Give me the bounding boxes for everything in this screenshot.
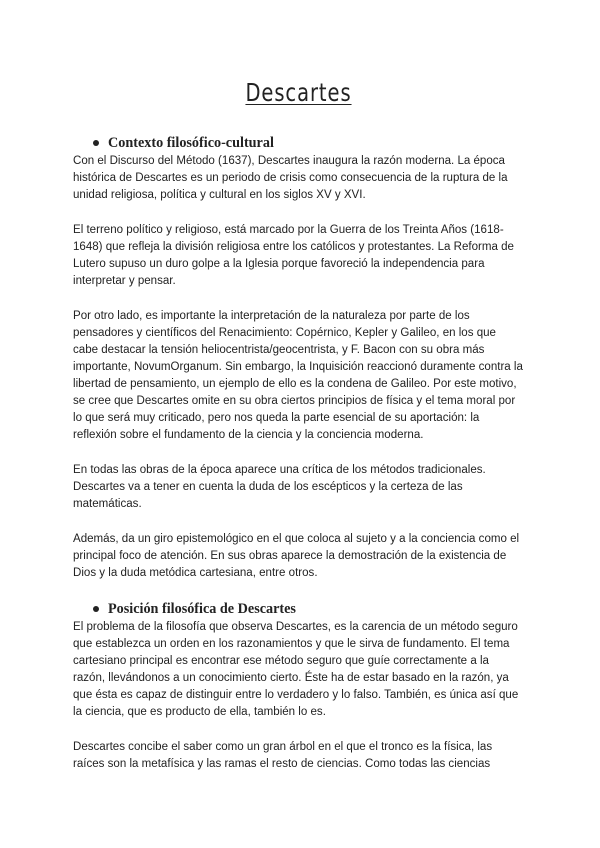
section-position	[73, 599, 524, 773]
section-heading-text: Contexto filosófico-cultural	[108, 135, 274, 151]
bullet-icon	[93, 606, 99, 612]
paragraph: Por otro lado, es importante la interpretación de la naturaleza por parte de los pensadores y científicos del Renacimiento: Copérnico, Kepler y Galileo, en los que cabe destacar la tensión heliocentrista/geocentrista, y F. Bacon con su obra más importante, NovumOrganum. Sin embargo, la Inquisición reaccionó duramente contra la libertad de pensamiento, un ejemplo de ello es la condena de Galileo. Por este motivo, se cree que Descartes omite en su obra ciertos principios de física y el tema moral por lo que será muy criticado, pero nos queda la parte esencial de su aportación: la reflexión sobre el fundamento de la ciencia y la conciencia moderna.	[73, 310, 523, 441]
paragraph: Descartes concibe el saber como un gran árbol en el que el tronco es la física, las raíces son la metafísica y las ramas el resto de ciencias. Como todas las ciencias	[73, 741, 493, 770]
paragraph: En todas las obras de la época aparece una crítica de los métodos tradicionales. Descartes va a tener en cuenta la duda de los escépticos y la certeza de las matemáticas.	[73, 464, 486, 510]
section-context	[73, 133, 524, 582]
paragraph: El terreno político y religioso, está marcado por la Guerra de los Treinta Años (1618-1648) que refleja la división religiosa entre los católicos y protestantes. La Reforma de Lutero supuso un duro golpe a la Iglesia porque favoreció la independencia para interpretar y pensar.	[73, 224, 514, 287]
paragraph: Con el Discurso del Método (1637), Descartes inaugura la razón moderna. La época histórica de Descartes es un periodo de crisis como consecuencia de la ruptura de la unidad religiosa, política y cultural en los siglos XV y XVI.	[73, 155, 508, 201]
section-heading	[73, 599, 524, 619]
paragraph: Además, da un giro epistemológico en el que coloca al sujeto y a la conciencia como el principal foco de atención. En sus obras aparece la demostración de la existencia de Dios y la duda metódica cartesiana, entre otros.	[73, 533, 520, 579]
section-heading	[73, 133, 524, 153]
section-heading-text: Posición filosófica de Descartes	[108, 601, 296, 617]
document-title: Descartes	[245, 78, 352, 107]
paragraph: El problema de la filosofía que observa Descartes, es la carencia de un método seguro que establezca un orden en los razonamientos y que le sirva de fundamento. El tema cartesiano principal es encontrar ese método seguro que guíe correctamente a la razón, llevándonos a un conocimiento cierto. Éste ha de estar basado en la razón, ya que ésta es capaz de distinguir entre lo verdadero y lo falso. También, es única así que la ciencia, que es producto de ella, también lo es.	[73, 621, 519, 718]
bullet-icon	[93, 140, 99, 146]
